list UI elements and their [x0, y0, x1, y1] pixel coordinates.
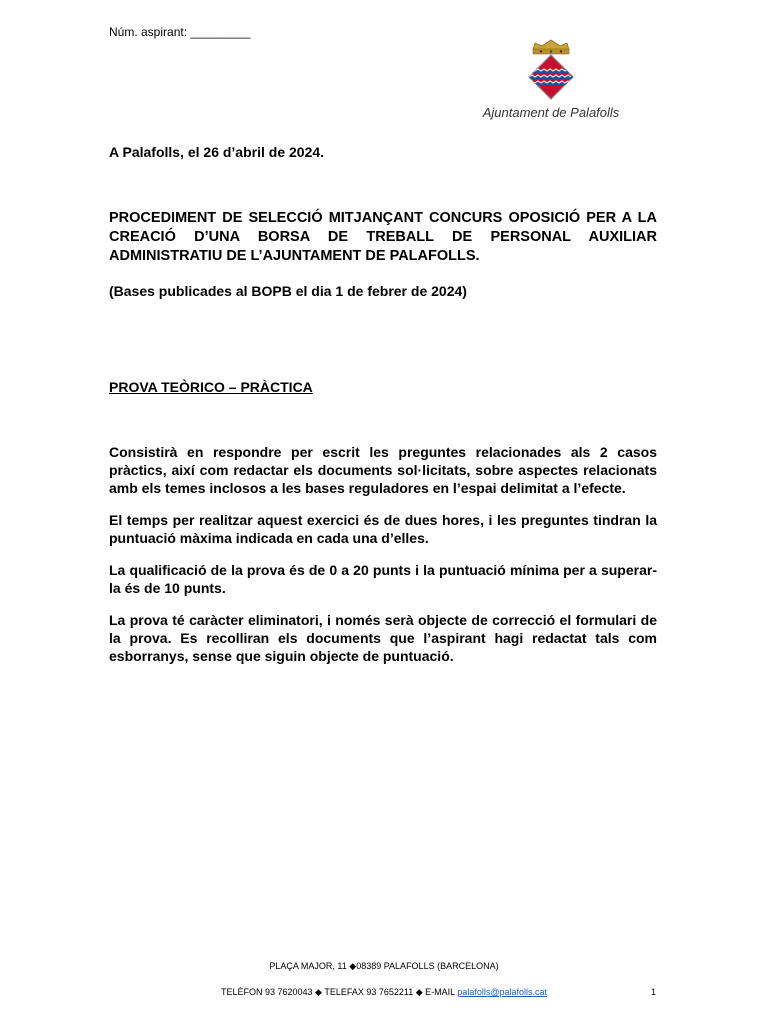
aspirant-number-label: Núm. aspirant: _________	[109, 25, 251, 39]
paragraph-eliminatory: La prova té caràcter eliminatori, i només serà objecte de correcció el formulari de la prova. Es recolliran els documents que l’aspirant hagi redactat tals com esborranys, sense que siguin objecte de puntuació.	[109, 612, 657, 664]
paragraph-scoring: La qualificació de la prova és de 0 a 20 punts i la puntuació mínima per a superar-la és de 10 punts.	[109, 562, 657, 596]
paragraph-duration: El temps per realitzar aquest exercici és de dues hores, i les preguntes tindran la puntuació màxima indicada en cada una d’elles.	[109, 512, 657, 546]
footer-address: PLAÇA MAJOR, 11 ◆08389 PALAFOLLS (BARCELONA)	[269, 961, 499, 971]
footer-contact-text: TELÈFON 93 7620043 ◆ TELEFAX 93 7652211 ◆ E-MAIL	[221, 987, 458, 997]
section-title: PROVA TEÒRICO – PRÀCTICA	[109, 379, 313, 395]
logo-caption: Ajuntament de Palafolls	[482, 105, 620, 120]
page-number: 1	[651, 987, 657, 997]
paragraph-instructions: Consistirà en respondre per escrit les preguntes relacionades als 2 casos pràctics, així com redactar els documents sol·licitats, sobre aspectes relacionats amb els temes inclosos a les bases reguladores en l’espai delimitat a l’efecte.	[109, 444, 657, 496]
coat-of-arms-icon	[513, 38, 589, 104]
footer-email-link[interactable]: palafolls@palafolls.cat	[457, 987, 547, 997]
bases-note: (Bases publicades al BOPB el dia 1 de febrer de 2024)	[109, 283, 467, 299]
municipality-logo	[466, 38, 636, 128]
document-title: PROCEDIMENT DE SELECCIÓ MITJANÇANT CONCURS OPOSICIÓ PER A LA CREACIÓ D’UNA BORSA DE TREBALL DE PERSONAL AUXILIAR ADMINISTRATIU DE L’AJUNTAMENT DE PALAFOLLS.	[109, 210, 657, 264]
document-date: A Palafolls, el 26 d’abril de 2024.	[109, 144, 325, 160]
